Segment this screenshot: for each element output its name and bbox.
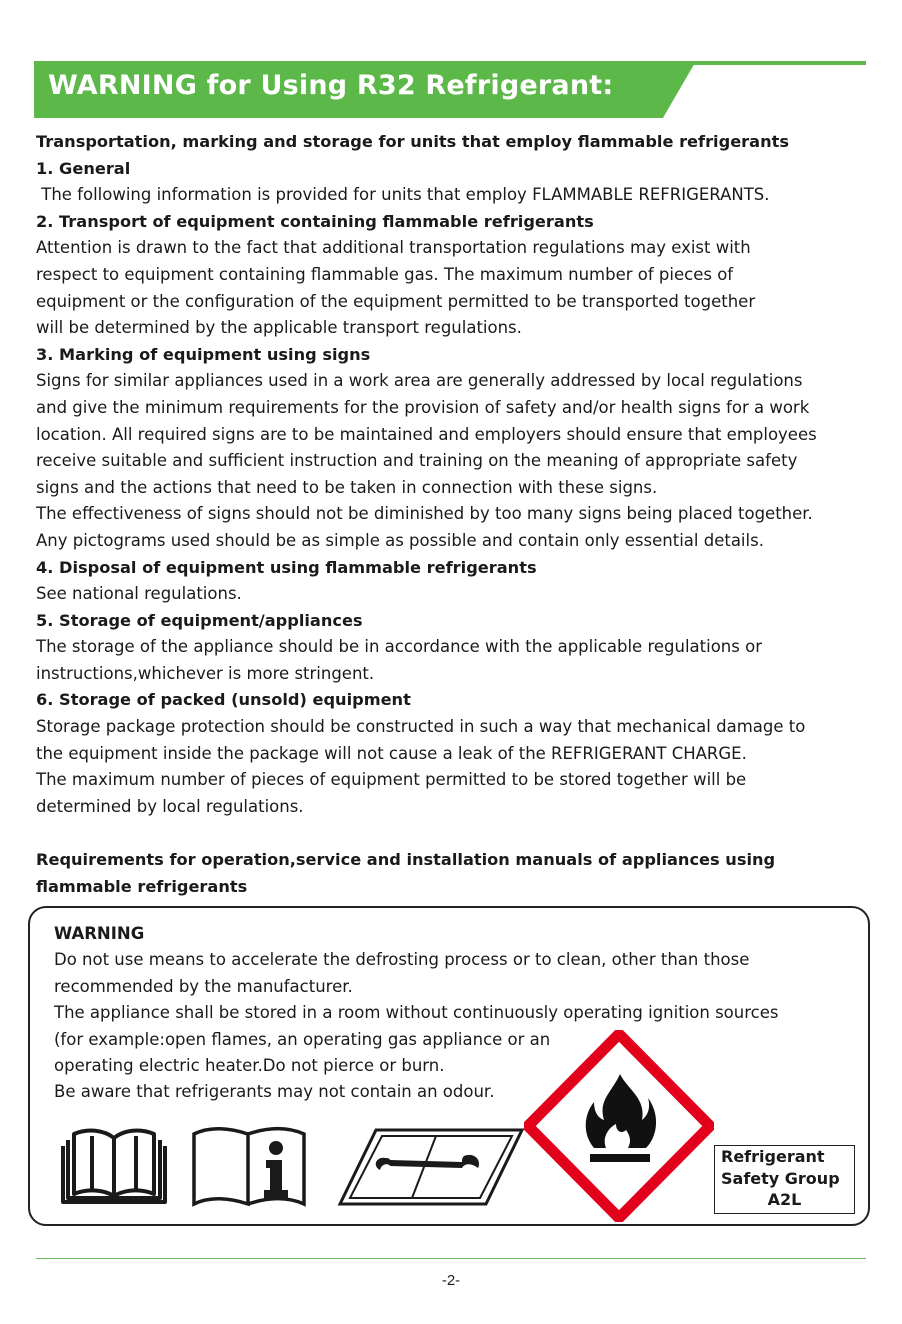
paragraph-line: Attention is drawn to the fact that additional transportation regulations may exist with — [36, 238, 751, 258]
page-number: -2- — [441, 1272, 461, 1289]
paragraph-line: determined by local regulations. — [36, 796, 304, 816]
page-title: WARNING for Using R32 Refrigerant: — [48, 70, 614, 101]
safety-group-class: A2L — [767, 1190, 802, 1209]
main-content — [36, 129, 876, 900]
paragraph-line: Storage package protection should be constructed in such a way that mechanical damage to — [36, 717, 806, 737]
paragraph-line: and give the minimum requirements for the provision of safety and/or health signs for a work — [36, 397, 810, 417]
warning-title: WARNING — [54, 924, 145, 943]
subsection-heading: 6. Storage of packed (unsold) equipment — [36, 690, 411, 710]
paragraph-line: location. All required signs are to be maintained and employers should ensure that employees — [36, 424, 817, 444]
paragraph-line: The effectiveness of signs should not be diminished by too many signs being placed together. — [36, 504, 813, 524]
paragraph-line: instructions,whichever is more stringent. — [36, 663, 375, 683]
paragraph-line: respect to equipment containing flammable gas. The maximum number of pieces of — [36, 264, 734, 284]
subsection-heading: 5. Storage of equipment/appliances — [36, 610, 363, 630]
warning-line: The appliance shall be stored in a room without continuously operating ignition sources — [54, 1003, 779, 1023]
paragraph-line: Any pictograms used should be as simple as possible and contain only essential details. — [36, 530, 764, 550]
paragraph-line: The following information is provided for units that employ FLAMMABLE REFRIGERANTS. — [36, 185, 770, 205]
paragraph-line: the equipment inside the package will not cause a leak of the REFRIGERANT CHARGE. — [36, 743, 747, 763]
safety-group-line: Refrigerant — [721, 1147, 825, 1166]
subsection-heading: 3. Marking of equipment using signs — [36, 344, 371, 364]
information-manual-icon — [190, 1124, 310, 1208]
spacer — [36, 820, 876, 847]
section-heading: Requirements for operation,service and installation manuals of appliances using — [36, 850, 776, 870]
section-heading: Transportation, marking and storage for units that employ flammable refrigerants — [36, 132, 789, 151]
section-heading: flammable refrigerants — [36, 876, 248, 896]
flammable-hazard-icon — [524, 1030, 714, 1222]
subsection-heading: 2. Transport of equipment containing flammable refrigerants — [36, 211, 594, 231]
warning-text — [54, 921, 854, 1106]
safety-group-label — [714, 1145, 855, 1214]
warning-line: operating electric heater.Do not pierce or burn. — [54, 1056, 445, 1076]
paragraph-line: signs and the actions that need to be taken in connection with these signs. — [36, 477, 658, 497]
paragraph-line: The maximum number of pieces of equipment permitted to be stored together will be — [36, 770, 747, 790]
safety-group-line: Safety Group — [721, 1168, 840, 1188]
warning-line: (for example:open flames, an operating gas appliance or an — [54, 1029, 551, 1049]
warning-line: Do not use means to accelerate the defrosting process or to clean, other than those — [54, 950, 750, 970]
warning-line: Be aware that refrigerants may not contain an odour. — [54, 1082, 495, 1102]
paragraph-line: receive suitable and sufficient instruction and training on the meaning of appropriate safety — [36, 451, 798, 471]
paragraph-line: The storage of the appliance should be in accordance with the applicable regulations or — [36, 637, 762, 657]
warning-line: recommended by the manufacturer. — [54, 976, 353, 996]
subsection-heading: 4. Disposal of equipment using flammable refrigerants — [36, 557, 537, 577]
subsection-heading: 1. General — [36, 158, 131, 178]
paragraph-line: equipment or the configuration of the equipment permitted to be transported together — [36, 291, 756, 311]
footer-rule — [36, 1258, 866, 1259]
paragraph-line: Signs for similar appliances used in a work area are generally addressed by local regulations — [36, 371, 803, 391]
service-manual-icon — [336, 1124, 526, 1208]
paragraph-line: See national regulations. — [36, 584, 242, 604]
read-manual-icon — [58, 1124, 170, 1208]
paragraph-line: will be determined by the applicable transport regulations. — [36, 318, 522, 338]
